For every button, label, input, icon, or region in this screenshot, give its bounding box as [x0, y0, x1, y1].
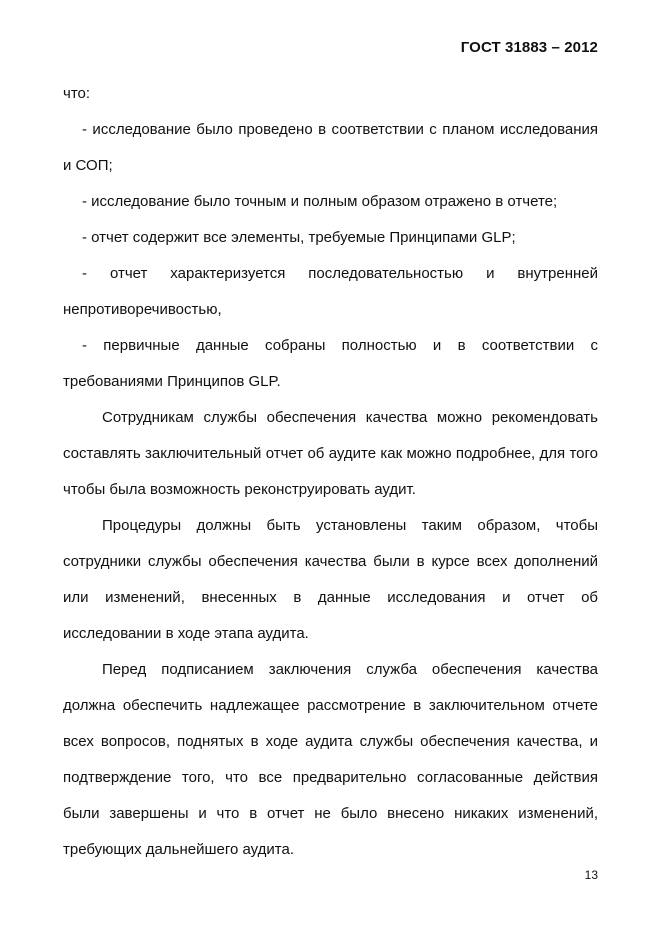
bullet-item: - исследование было проведено в соответствии с планом исследования и СОП; [63, 121, 598, 174]
bullet-item: - первичные данные собраны полностью и в соответствии с требованиями Принципов GLP. [63, 337, 598, 390]
document-body [63, 76, 598, 868]
paragraph: Процедуры должны быть установлены таким образом, чтобы сотрудники службы обеспечения качества были в курсе всех дополнений или изменений, внесенных в данные исследования и отчет об исследовании в ходе этапа аудита. [63, 517, 598, 642]
paragraph-intro: что: [63, 85, 91, 102]
paragraph: Перед подписанием заключения служба обеспечения качества должна обеспечить надлежащее рассмотрение в заключительном отчете всех вопросов, поднятых в ходе аудита службы обеспечения качества, и подтверждение того, что все предварительно согласованные действия были завершены и что в отчет не было внесено никаких изменений, требующих дальнейшего аудита. [63, 661, 598, 858]
paragraph: Сотрудникам службы обеспечения качества можно рекомендовать составлять заключительный отчет об аудите как можно подробнее, для того чтобы была возможность реконструировать аудит. [63, 409, 598, 498]
document-standard-id: ГОСТ 31883 – 2012 [460, 39, 598, 56]
bullet-item: - отчет содержит все элементы, требуемые Принципами GLP; [82, 229, 516, 246]
bullet-item: - исследование было точным и полным образом отражено в отчете; [82, 193, 558, 210]
page-number: 13 [584, 868, 598, 882]
bullet-item: - отчет характеризуется последовательностью и внутренней непротиворечивостью, [63, 265, 598, 318]
